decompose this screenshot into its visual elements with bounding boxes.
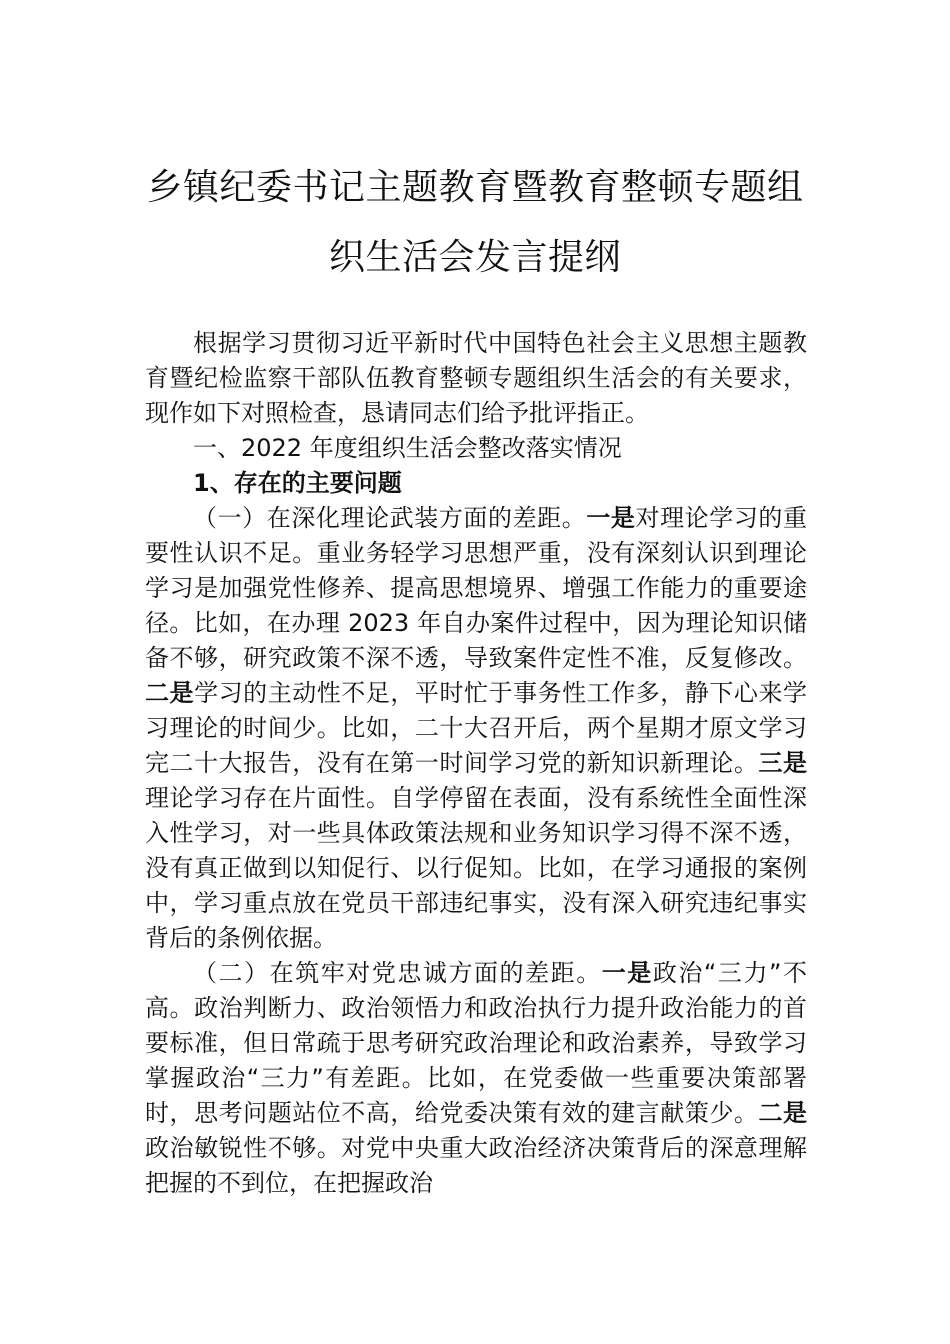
- paragraph-2: [145, 956, 807, 1201]
- paragraph-1-text-2: 学习的主动性不足，平时忙于事务性工作多，静下心来学习理论的时间少。比如，二十大召开后，两个星期才原文学习完二十大报告，没有在第一时间学习党的新知识新理论。: [145, 679, 807, 777]
- intro-paragraph: 根据学习贯彻习近平新时代中国特色社会主义思想主题教育暨纪检监察干部队伍教育整顿专题组织生活会的有关要求，现作如下对照检查，恳请同志们给予批评指正。: [145, 329, 807, 427]
- document-title-line-2: 织生活会发言提纲: [328, 237, 621, 278]
- document-body: [145, 326, 807, 1201]
- paragraph-1: [145, 501, 807, 956]
- paragraph-2-marker-1: 一是: [601, 959, 653, 987]
- section-heading-1: 一、2022 年度组织生活会整改落实情况: [193, 434, 622, 462]
- paragraph-2-text-1: 政治“三力”不高。政治判断力、政治领悟力和政治执行力提升政治能力的首要标准，但日常疏于思考研究政治理论和政治素养，导致学习掌握政治“三力”有差距。比如，在党委做一些重要决策部署时，思考问题站位不高，给党委决策有效的建言献策少。: [145, 959, 807, 1127]
- paragraph-1-marker-1: 一是: [586, 504, 636, 532]
- paragraph-1-text-1: 对理论学习的重要性认识不足。重业务轻学习思想严重，没有深刻认识到理论学习是加强党性修养、提高思想境界、增强工作能力的重要途径。比如，在办理 2023 年自办案件过程中，因为理论知识储备不够，研究政策不深不透，导致案件定性不准，反复修改。: [145, 504, 808, 672]
- document-title-line-1: 乡镇纪委书记主题教育暨教育整顿专题组: [146, 167, 804, 208]
- paragraph-1-marker-2: 二是: [145, 679, 195, 707]
- paragraph-2-lead: （二）在筑牢对党忠诚方面的差距。: [193, 959, 602, 987]
- paragraph-2-marker-2: 二是: [758, 1099, 808, 1127]
- paragraph-1-text-3: 理论学习存在片面性。自学停留在表面，没有系统性全面性深入性学习，对一些具体政策法规和业务知识学习得不深不透，没有真正做到以知促行、以行促知。比如，在学习通报的案例中，学习重点放在党员干部违纪事实，没有深入研究违纪事实背后的条例依据。: [145, 784, 807, 952]
- paragraph-2-text-2: 政治敏锐性不够。对党中央重大政治经济决策背后的深意理解把握的不到位，在把握政治: [145, 1134, 807, 1197]
- subsection-heading-1: 1、存在的主要问题: [193, 469, 402, 497]
- paragraph-1-marker-3: 三是: [758, 749, 808, 777]
- paragraph-1-lead: （一）在深化理论武装方面的差距。: [193, 504, 587, 532]
